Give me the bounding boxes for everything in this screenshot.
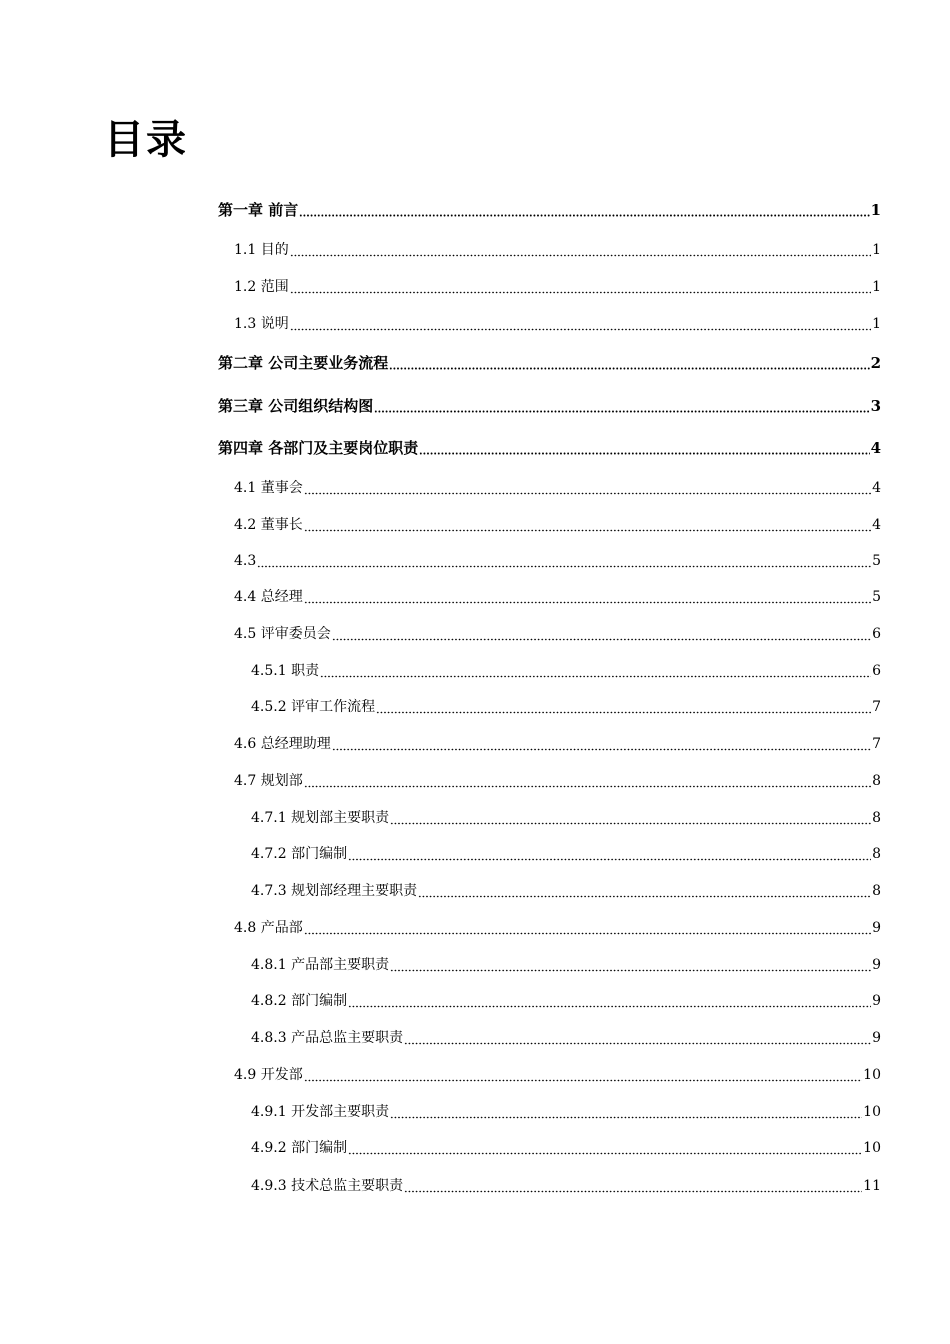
toc-entry-page: 8 bbox=[872, 883, 881, 899]
toc-entry[interactable] bbox=[251, 1102, 881, 1122]
toc-leader-dots bbox=[304, 490, 871, 495]
toc-entry-page: 11 bbox=[863, 1178, 881, 1194]
toc-entry-label: 4.5.1 职责 bbox=[251, 663, 320, 679]
toc-entry[interactable] bbox=[234, 734, 881, 754]
toc-leader-dots bbox=[389, 365, 869, 370]
toc-leader-dots bbox=[376, 709, 871, 714]
toc-entry-page: 7 bbox=[872, 699, 881, 715]
toc-entry-label: 4.7.2 部门编制 bbox=[251, 846, 348, 862]
toc-entry-label: 4.2 董事长 bbox=[234, 517, 303, 533]
toc-entry-label: 4.7.1 规划部主要职责 bbox=[251, 810, 390, 826]
toc-entry-page: 1 bbox=[872, 242, 881, 258]
toc-entry-label: 4.9 开发部 bbox=[234, 1067, 303, 1083]
toc-entry[interactable] bbox=[251, 1176, 881, 1196]
toc-entry-label: 1.2 范围 bbox=[234, 279, 289, 295]
toc-leader-dots bbox=[390, 1114, 862, 1119]
toc-entry-page: 1 bbox=[870, 201, 881, 219]
toc-entry-label: 4.9.3 技术总监主要职责 bbox=[251, 1178, 404, 1194]
toc-entry[interactable] bbox=[234, 277, 881, 297]
toc-entry-label: 4.9.1 开发部主要职责 bbox=[251, 1104, 390, 1120]
toc-entry-page: 7 bbox=[872, 736, 881, 752]
toc-leader-dots bbox=[304, 599, 871, 604]
toc-entry-label: 1.3 说明 bbox=[234, 316, 289, 332]
toc-entry-label: 1.1 目的 bbox=[234, 242, 289, 258]
toc-entry[interactable] bbox=[251, 881, 881, 901]
toc-entry-page: 9 bbox=[872, 1030, 881, 1046]
toc-entry-page: 4 bbox=[870, 439, 881, 457]
toc-entry-label: 4.8.3 产品总监主要职责 bbox=[251, 1030, 404, 1046]
toc-entry-page: 8 bbox=[872, 810, 881, 826]
toc-entry[interactable] bbox=[251, 844, 881, 864]
toc-entry-page: 6 bbox=[872, 626, 881, 642]
toc-leader-dots bbox=[320, 673, 871, 678]
toc-leader-dots bbox=[332, 746, 871, 751]
toc-entry-label: 4.3 bbox=[234, 553, 257, 569]
toc-leader-dots bbox=[404, 1188, 862, 1193]
toc-entry[interactable] bbox=[234, 587, 881, 607]
toc-leader-dots bbox=[290, 252, 871, 257]
toc-leader-dots bbox=[374, 408, 869, 413]
toc-entry-page: 2 bbox=[870, 354, 881, 372]
toc-entry[interactable] bbox=[251, 808, 881, 828]
toc-entry[interactable] bbox=[218, 353, 881, 373]
toc-entry[interactable] bbox=[234, 551, 881, 571]
toc-leader-dots bbox=[404, 1040, 871, 1045]
toc-entry[interactable] bbox=[218, 396, 881, 416]
toc-entry-label: 4.7.3 规划部经理主要职责 bbox=[251, 883, 418, 899]
toc-entry[interactable] bbox=[234, 624, 881, 644]
toc-leader-dots bbox=[348, 1150, 862, 1155]
toc-entry[interactable] bbox=[234, 478, 881, 498]
toc-entry[interactable] bbox=[251, 1028, 881, 1048]
toc-entry[interactable] bbox=[251, 697, 881, 717]
toc-entry-page: 8 bbox=[872, 773, 881, 789]
toc-entry-page: 4 bbox=[872, 480, 881, 496]
toc-entry-page: 9 bbox=[872, 920, 881, 936]
toc-entry-page: 4 bbox=[872, 517, 881, 533]
toc-entry-label: 第三章 公司组织结构图 bbox=[218, 397, 374, 415]
toc-entry-page: 8 bbox=[872, 846, 881, 862]
toc-leader-dots bbox=[304, 783, 871, 788]
toc-entry-page: 9 bbox=[872, 957, 881, 973]
toc-entry-label: 4.9.2 部门编制 bbox=[251, 1140, 348, 1156]
toc-leader-dots bbox=[304, 930, 871, 935]
toc-entry-label: 第一章 前言 bbox=[218, 201, 299, 219]
toc-entry-page: 1 bbox=[872, 316, 881, 332]
toc-entry[interactable] bbox=[251, 991, 881, 1011]
toc-entry-label: 4.7 规划部 bbox=[234, 773, 303, 789]
toc-entry[interactable] bbox=[234, 918, 881, 938]
toc-leader-dots bbox=[290, 326, 871, 331]
toc-entry[interactable] bbox=[234, 1065, 881, 1085]
toc-entry-label: 4.5 评审委员会 bbox=[234, 626, 331, 642]
toc-entry[interactable] bbox=[251, 955, 881, 975]
toc-entry-label: 4.5.2 评审工作流程 bbox=[251, 699, 376, 715]
toc-entry[interactable] bbox=[234, 240, 881, 260]
toc-entry-page: 6 bbox=[872, 663, 881, 679]
toc-entry-label: 4.8 产品部 bbox=[234, 920, 303, 936]
toc-entry-label: 4.8.1 产品部主要职责 bbox=[251, 957, 390, 973]
toc-entry[interactable] bbox=[218, 200, 881, 220]
toc-entry-page: 10 bbox=[863, 1140, 881, 1156]
toc-entry-page: 10 bbox=[863, 1067, 881, 1083]
toc-entry-label: 第四章 各部门及主要岗位职责 bbox=[218, 439, 419, 457]
toc-leader-dots bbox=[257, 563, 871, 568]
toc-leader-dots bbox=[348, 856, 871, 861]
toc-leader-dots bbox=[418, 893, 871, 898]
toc-entry[interactable] bbox=[234, 771, 881, 791]
toc-entry[interactable] bbox=[218, 438, 881, 458]
toc-entry-page: 5 bbox=[872, 553, 881, 569]
toc-leader-dots bbox=[290, 289, 871, 294]
toc-entry-page: 10 bbox=[863, 1104, 881, 1120]
toc-leader-dots bbox=[419, 450, 869, 455]
toc-leader-dots bbox=[348, 1003, 871, 1008]
toc-entry[interactable] bbox=[234, 515, 881, 535]
toc-leader-dots bbox=[332, 636, 871, 641]
toc-leader-dots bbox=[390, 820, 871, 825]
toc-entry-label: 4.4 总经理 bbox=[234, 589, 303, 605]
toc-leader-dots bbox=[304, 1077, 862, 1082]
toc-entry[interactable] bbox=[251, 1138, 881, 1158]
toc-title: 目录 bbox=[104, 117, 188, 163]
toc-entry-page: 1 bbox=[872, 279, 881, 295]
toc-entry-label: 4.6 总经理助理 bbox=[234, 736, 331, 752]
toc-leader-dots bbox=[304, 527, 871, 532]
toc-entry-label: 4.1 董事会 bbox=[234, 480, 303, 496]
toc-entry-page: 9 bbox=[872, 993, 881, 1009]
toc-entry-label: 第二章 公司主要业务流程 bbox=[218, 354, 389, 372]
toc-leader-dots bbox=[299, 212, 869, 217]
toc-entry-page: 3 bbox=[870, 397, 881, 415]
toc-leader-dots bbox=[390, 967, 871, 972]
toc-entry-page: 5 bbox=[872, 589, 881, 605]
toc-entry[interactable] bbox=[251, 661, 881, 681]
toc-entry[interactable] bbox=[234, 314, 881, 334]
toc-entry-label: 4.8.2 部门编制 bbox=[251, 993, 348, 1009]
